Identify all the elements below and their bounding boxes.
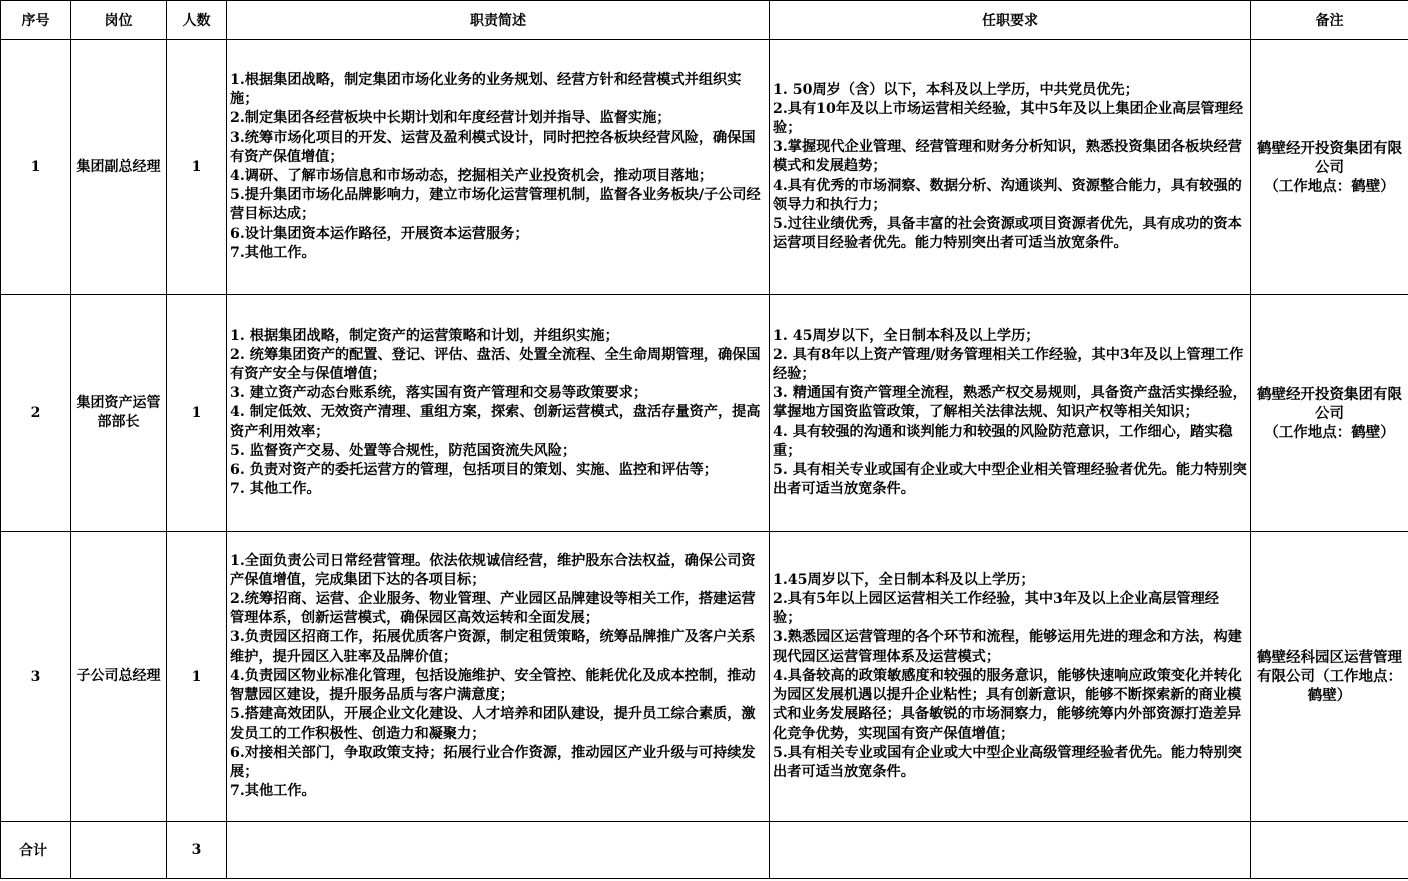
headcount: 1 [167, 40, 227, 295]
header-duties: 职责简述 [227, 1, 770, 40]
position-name: 子公司总经理 [71, 532, 167, 822]
requirements-cell [770, 532, 1251, 822]
header-count: 人数 [167, 1, 227, 40]
table-row [1, 295, 1408, 532]
requirement-item: 5.过往业绩优秀，具备丰富的社会资源或项目资源者优先，具有成功的资本运营项目经验者优先。能力特别突出者可适当放宽条件。 [773, 216, 1242, 252]
work-location: （工作地点：鹤壁） [1264, 177, 1395, 195]
row-no: 1 [1, 40, 71, 295]
duty-item: 6. 负责对资产的委托运营方的管理，包括项目的策划、实施、监控和评估等； [230, 462, 718, 478]
requirement-item: 3. 精通国有资产管理全流程，熟悉产权交易规则，具备资产盘活实操经验，掌握地方国资监管政策，了解相关法律法规、知识产权等相关知识； [773, 385, 1247, 421]
empty-cell [71, 822, 167, 879]
company-name: 鹤壁经开投资集团有限公司 [1257, 139, 1402, 176]
total-label: 合计 [1, 822, 71, 879]
requirement-item: 2. 具有8年以上资产管理/财务管理相关工作经验，其中3年及以上管理工作经验； [773, 346, 1244, 382]
total-row [1, 822, 1408, 879]
duty-item: 4.负责园区物业标准化管理，包括设施维护、安全管控、能耗优化及成本控制，推动智慧园区建设，提升服务品质与客户满意度； [230, 667, 756, 704]
requirement-item: 4.具有优秀的市场洞察、数据分析、沟通谈判、资源整合能力，具有较强的领导力和执行力； [773, 177, 1242, 213]
requirement-item: 5.具有相关专业或国有企业或大中型企业高级管理经验者优先。能力特别突出者可适当放宽条件。 [773, 744, 1242, 780]
requirement-item: 4. 具有较强的沟通和谈判能力和较强的风险防范意识，工作细心，踏实稳重； [773, 423, 1233, 459]
duty-item: 2.制定集团各经营板块中长期计划和年度经营计划并指导、监督实施； [230, 110, 671, 127]
duty-item: 2. 统筹集团资产的配置、登记、评估、盘活、处置全流程、全生命周期管理，确保国有资产安全与保值增值； [230, 346, 761, 382]
requirement-item: 2.具有10年及以上市场运营相关经验，其中5年及以上集团企业高层管理经验； [773, 100, 1244, 136]
requirement-item: 4.具备较高的政策敏感度和较强的服务意识，能够快速响应政策变化并转化为园区发展机遇以提升企业粘性；具有创新意识，能够不断探索新的商业模式和业务发展路径；具备敏锐的市场洞察力，能够统筹内外部资源打造差异化竞争优势，实现国有资产保值增值； [773, 667, 1242, 742]
duty-item: 6.对接相关部门，争取政策支持；拓展行业合作资源，推动园区产业升级与可持续发展； [230, 744, 756, 780]
header-remarks: 备注 [1251, 1, 1408, 40]
remarks-cell [1251, 40, 1408, 295]
position-name: 集团资产运管部部长 [71, 295, 167, 532]
remarks-cell [1251, 295, 1408, 532]
duty-item: 1. 根据集团战略，制定资产的运营策略和计划，并组织实施； [230, 327, 619, 344]
duty-item: 4. 制定低效、无效资产清理、重组方案，探索、创新运营模式，盘活存量资产，提高资产利用效率； [230, 404, 761, 440]
remarks-cell [1251, 532, 1408, 822]
headcount: 1 [167, 295, 227, 532]
duties-cell [227, 40, 770, 295]
duties-cell [227, 295, 770, 532]
requirements-cell [770, 40, 1251, 295]
row-no: 2 [1, 295, 71, 532]
duty-item: 1.根据集团战略，制定集团市场化业务的业务规划、经营方针和经营模式并组织实施； [230, 71, 742, 108]
requirement-item: 2.具有5年以上园区运营相关工作经验，其中3年及以上企业高层管理经验； [773, 591, 1219, 627]
table-row [1, 40, 1408, 295]
position-name: 集团副总经理 [71, 40, 167, 295]
table-header-row [1, 1, 1408, 40]
duty-item: 5.搭建高效团队，开展企业文化建设、人才培养和团队建设，提升员工综合素质，激发员工的工作积极性、创造力和凝聚力； [230, 706, 756, 742]
duty-item: 5. 监督资产交易、处置等合规性，防范国资流失风险； [230, 442, 577, 459]
empty-cell [770, 822, 1251, 879]
duty-item: 1.全面负责公司日常经营管理。依法依规诚信经营，维护股东合法权益，确保公司资产保值增值，完成集团下达的各项目标； [230, 552, 756, 588]
requirements-cell [770, 295, 1251, 532]
duty-item: 7.其他工作。 [230, 244, 316, 261]
work-location: （工作地点：鹤壁） [1264, 423, 1395, 441]
duty-item: 7.其他工作。 [230, 783, 316, 800]
headcount: 1 [167, 532, 227, 822]
duty-item: 5.提升集团市场化品牌影响力，建立市场化运营管理机制，监督各业务板块/子公司经营目标达成； [230, 187, 761, 223]
duty-item: 2.统筹招商、运营、企业服务、物业管理、产业园区品牌建设等相关工作，搭建运营管理体系，创新运营模式，确保园区高效运转和全面发展； [230, 591, 756, 627]
duty-item: 3. 建立资产动态台账系统，落实国有资产管理和交易等政策要求； [230, 385, 648, 402]
row-no: 3 [1, 532, 71, 822]
duty-item: 4.调研、了解市场信息和市场动态，挖掘相关产业投资机会，推动项目落地； [230, 168, 714, 184]
company-name: 鹤壁经科园区运营管理有限公司（工作地点：鹤壁） [1257, 649, 1402, 704]
empty-cell [1251, 822, 1408, 879]
header-no: 序号 [1, 1, 71, 40]
requirement-item: 1. 45周岁以下，全日制本科及以上学历； [773, 327, 1040, 344]
requirement-item: 1.45周岁以下，全日制本科及以上学历； [773, 571, 1035, 588]
requirement-item: 1. 50周岁（含）以下，本科及以上学历，中共党员优先； [773, 81, 1139, 98]
duties-cell [227, 532, 770, 822]
total-count: 3 [167, 822, 227, 879]
header-position: 岗位 [71, 1, 167, 40]
duty-item: 6.设计集团资本运作路径，开展资本运营服务； [230, 225, 529, 242]
empty-cell [227, 822, 770, 879]
duty-item: 3.统筹市场化项目的开发、运营及盈利模式设计，同时把控各板块经营风险，确保国有资产保值增值； [230, 129, 756, 165]
requirement-item: 5. 具有相关专业或国有企业或大中型企业相关管理经验者优先。能力特别突出者可适当放宽条件。 [773, 462, 1247, 498]
company-name: 鹤壁经开投资集团有限公司 [1257, 385, 1402, 422]
requirement-item: 3.熟悉园区运营管理的各个环节和流程，能够运用先进的理念和方法，构建现代园区运营管理体系及运营模式； [773, 629, 1242, 665]
table-row [1, 532, 1408, 822]
requirement-item: 3.掌握现代企业管理、经营管理和财务分析知识，熟悉投资集团各板块经营模式和发展趋势； [773, 139, 1242, 175]
duty-item: 3.负责园区招商工作，拓展优质客户资源，制定租赁策略，统筹品牌推广及客户关系维护，提升园区入驻率及品牌价值； [230, 629, 756, 665]
duty-item: 7. 其他工作。 [230, 481, 321, 498]
header-requirements: 任职要求 [770, 1, 1251, 40]
